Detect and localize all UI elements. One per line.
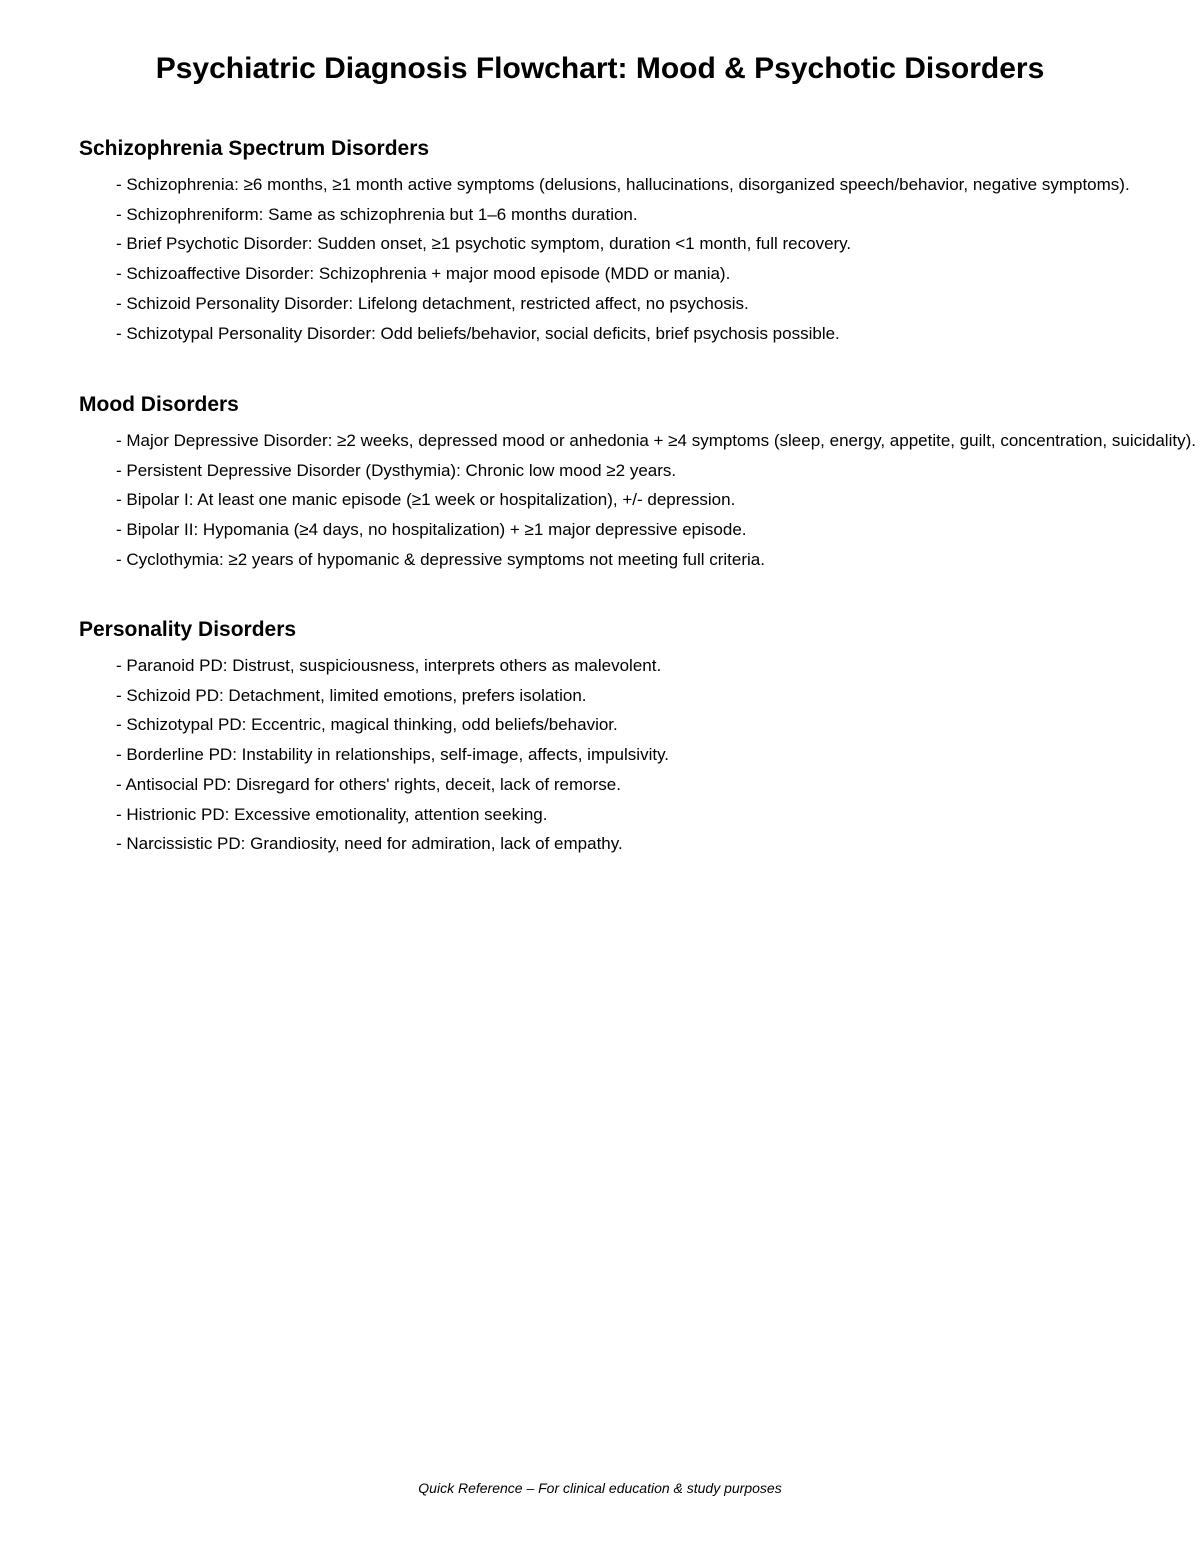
- section-heading: Schizophrenia Spectrum Disorders: [79, 137, 430, 160]
- list-item: - Histrionic PD: Excessive emotionality, attention seeking.: [116, 804, 548, 824]
- list-item: - Schizoid PD: Detachment, limited emotions, prefers isolation.: [116, 685, 587, 705]
- list-item: - Persistent Depressive Disorder (Dysthymia): Chronic low mood ≥2 years.: [116, 460, 677, 480]
- list-item: - Bipolar I: At least one manic episode (≥1 week or hospitalization), +/- depression.: [116, 490, 736, 510]
- list-item: - Bipolar II: Hypomania (≥4 days, no hospitalization) + ≥1 major depressive episode.: [116, 520, 747, 540]
- item-list: [79, 426, 1200, 575]
- section-mood-disorders: [79, 392, 1200, 575]
- section-schizophrenia-spectrum: [79, 136, 1200, 348]
- list-item: - Schizoid Personality Disorder: Lifelong detachment, restricted affect, no psychosis.: [116, 293, 749, 313]
- list-item: - Major Depressive Disorder: ≥2 weeks, depressed mood or anhedonia + ≥4 symptoms (sleep, energy, appetite, guilt, concentration, suicidality).: [116, 431, 1196, 450]
- page-footer: Quick Reference – For clinical education & study purposes: [418, 1480, 782, 1496]
- list-item: - Schizotypal Personality Disorder: Odd beliefs/behavior, social deficits, brief psychosis possible.: [116, 323, 840, 343]
- list-item: - Borderline PD: Instability in relationships, self-image, affects, impulsivity.: [116, 745, 670, 765]
- item-list: [79, 651, 1200, 859]
- list-item: - Cyclothymia: ≥2 years of hypomanic & depressive symptoms not meeting full criteria.: [116, 549, 765, 569]
- list-item: - Brief Psychotic Disorder: Sudden onset, ≥1 psychotic symptom, duration <1 month, full recovery.: [116, 234, 852, 254]
- section-personality-disorders: [79, 617, 1200, 859]
- list-item: - Paranoid PD: Distrust, suspiciousness, interprets others as malevolent.: [116, 656, 662, 675]
- list-item: - Schizophrenia: ≥6 months, ≥1 month active symptoms (delusions, hallucinations, disorganized speech/behavior, negative symptoms).: [116, 175, 1130, 194]
- list-item: - Narcissistic PD: Grandiosity, need for admiration, lack of empathy.: [116, 834, 623, 854]
- item-list: [79, 170, 1200, 348]
- list-item: - Schizotypal PD: Eccentric, magical thinking, odd beliefs/behavior.: [116, 715, 618, 735]
- list-item: - Antisocial PD: Disregard for others' rights, deceit, lack of remorse.: [116, 774, 621, 794]
- page-title: Psychiatric Diagnosis Flowchart: Mood & Psychotic Disorders: [155, 52, 1045, 85]
- section-heading: Mood Disorders: [79, 393, 239, 416]
- list-item: - Schizophreniform: Same as schizophrenia but 1–6 months duration.: [116, 204, 638, 224]
- list-item: - Schizoaffective Disorder: Schizophrenia + major mood episode (MDD or mania).: [116, 264, 731, 284]
- section-heading: Personality Disorders: [79, 618, 297, 641]
